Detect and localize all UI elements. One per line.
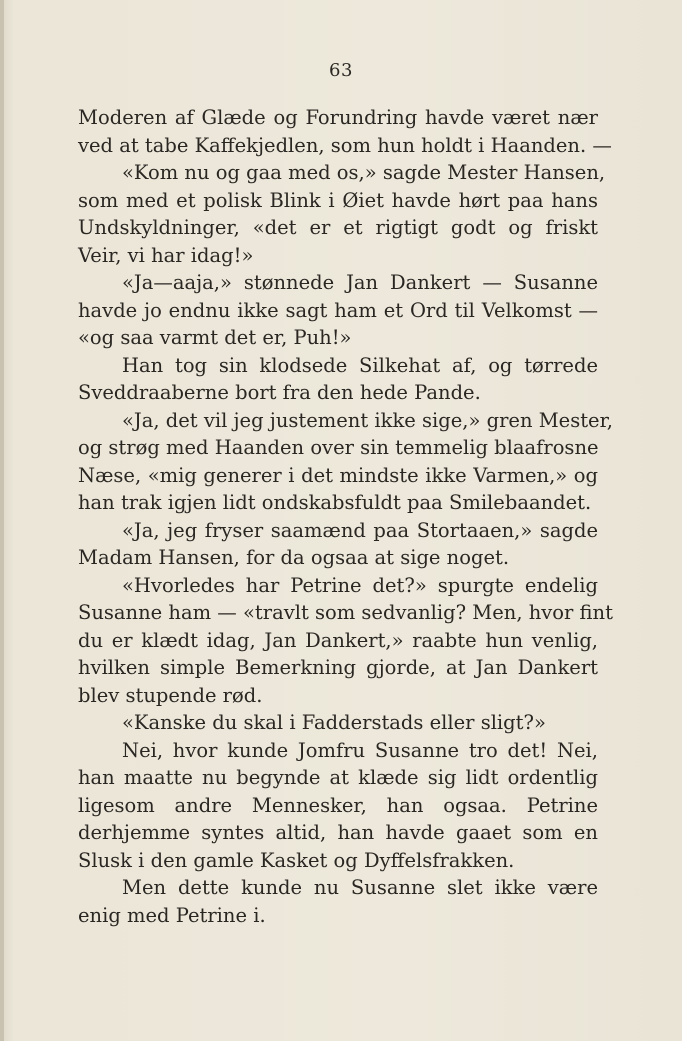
text-line: hvilken simple Bemerkning gjorde, at Jan Dankert <box>78 656 598 679</box>
text-line: «Ja—aaja,» stønnede Jan Dankert — Susanne <box>122 271 598 294</box>
body-text <box>78 104 613 929</box>
text-line: Susanne ham — «travlt som sedvanlig? Men, hvor fint <box>78 601 613 624</box>
text-line: blev stupende rød. <box>78 683 263 707</box>
text-line: du er klædt idag, Jan Dankert,» raabte hun venlig, <box>78 628 598 652</box>
text-line: havde jo endnu ikke sagt ham et Ord til Velkomst — <box>78 298 598 322</box>
text-line: «Ja, jeg fryser saamænd paa Stortaaen,» sagde <box>122 518 598 542</box>
text-line: han trak igjen lidt ondskabsfuldt paa Smilebaandet. <box>78 491 592 514</box>
text-line: Moderen af Glæde og Forundring havde været nær <box>78 106 598 129</box>
page-number: 63 <box>329 60 353 81</box>
text-line: Nei, hvor kunde Jomfru Susanne tro det! Nei, <box>122 738 598 762</box>
text-line: Slusk i den gamle Kasket og Dyffelsfrakken. <box>78 848 515 872</box>
text-line: «og saa varmt det er, Puh!» <box>78 326 352 349</box>
page-gutter-edge <box>0 0 4 1041</box>
text-line: Næse, «mig generer i det mindste ikke Varmen,» og <box>78 463 598 487</box>
text-line: han maatte nu begynde at klæde sig lidt ordentlig <box>78 766 598 789</box>
text-line: ligesom andre Mennesker, han ogsaa. Petrine <box>78 793 598 817</box>
text-line: Sveddraaberne bort fra den hede Pande. <box>78 381 481 404</box>
text-line: «Ja, det vil jeg justement ikke sige,» gren Mester, <box>122 408 613 432</box>
text-line: som med et polisk Blink i Øiet havde hørt paa hans <box>78 188 598 212</box>
text-line: enig med Petrine i. <box>78 903 266 927</box>
text-line: Undskyldninger, «det er et rigtigt godt og friskt <box>78 216 598 239</box>
text-line: «Hvorledes har Petrine det?» spurgte endelig <box>122 573 598 597</box>
text-line: ved at tabe Kaffekjedlen, som hun holdt i Haanden. — <box>78 133 612 157</box>
text-line: Madam Hansen, for da ogsaa at sige noget. <box>78 546 510 569</box>
text-line: derhjemme syntes altid, han havde gaaet som en <box>78 821 598 844</box>
text-line: Veir, vi har idag!» <box>78 243 254 267</box>
text-line: og strøg med Haanden over sin temmelig blaafrosne <box>78 436 599 459</box>
text-line: «Kanske du skal i Fadderstads eller sligt?» <box>122 711 546 734</box>
text-line: Men dette kunde nu Susanne slet ikke være <box>122 876 598 899</box>
text-line: Han tog sin klodsede Silkehat af, og tørrede <box>122 353 598 377</box>
text-line: «Kom nu og gaa med os,» sagde Mester Hansen, <box>122 161 606 184</box>
